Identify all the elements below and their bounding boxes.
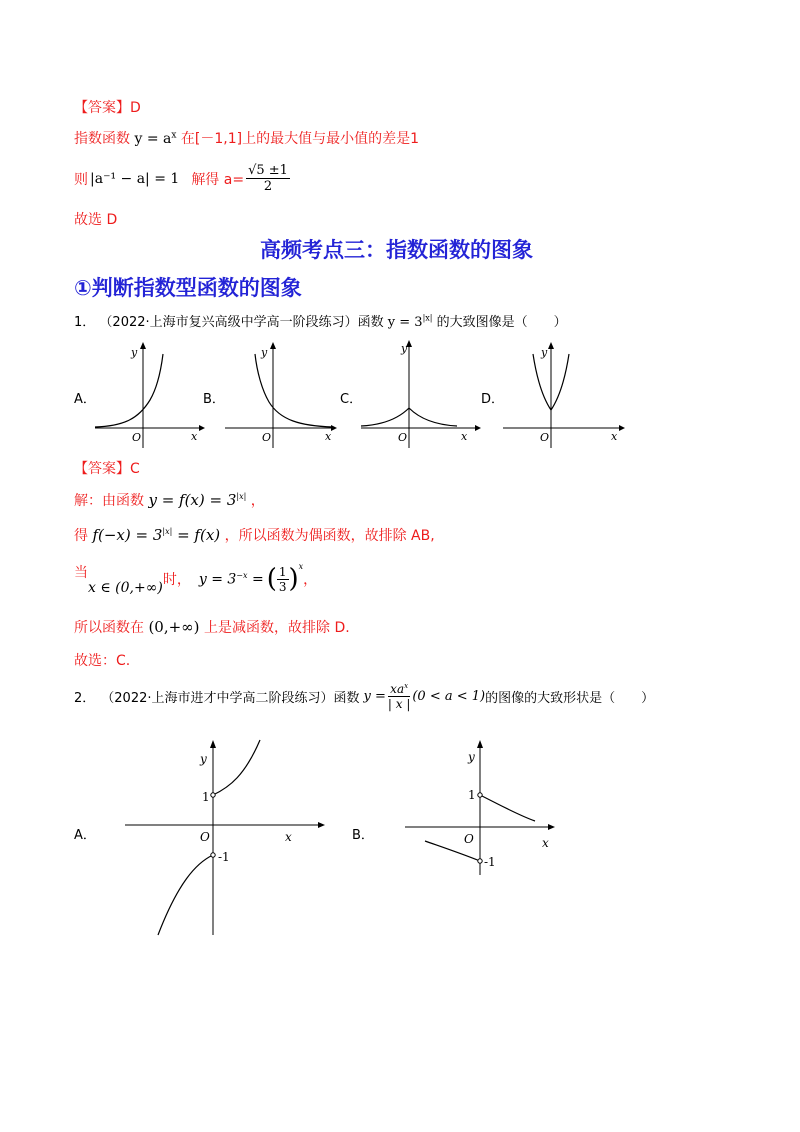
formula-base: y = f(x) = 3 <box>148 491 237 509</box>
prev-answer-line-2 <box>74 163 290 194</box>
tick-label-one: 1 <box>202 790 210 804</box>
fraction-denominator: | x | <box>387 697 411 711</box>
right-paren: ) <box>288 564 299 594</box>
fraction-numerator: √5 ±1 <box>248 163 288 178</box>
line-text: 上是减函数，故排除 D. <box>204 620 350 636</box>
question-number: 1． <box>74 315 96 330</box>
fraction-numerator <box>388 682 410 697</box>
line-text: 指数函数 <box>74 131 130 147</box>
conclusion: 故选 D <box>74 212 118 228</box>
line-text: ， <box>303 572 318 588</box>
prev-answer-line-1 <box>74 128 419 148</box>
conclusion: 故选：C. <box>74 653 131 669</box>
line-text: 当 <box>74 565 88 581</box>
option-b-label: B． <box>203 392 225 407</box>
question-source: （2022·上海市复兴高级中学高一阶段练习）函数 <box>99 315 384 330</box>
numerator-base: xa <box>390 682 405 696</box>
answer-tag: 【答案】D <box>74 100 141 116</box>
graph-option-d <box>503 340 625 448</box>
formula-base: y = a <box>134 131 172 147</box>
fraction <box>246 163 290 194</box>
tick-label-neg-one: -1 <box>218 850 230 864</box>
tick-label-neg-one: -1 <box>484 855 496 869</box>
y-axis-label: y <box>261 346 268 359</box>
line-text: ， <box>250 493 265 509</box>
question-tail: 的大致图像是（ ） <box>436 315 567 330</box>
x-axis-label: x <box>325 430 332 443</box>
formula-sup: |x| <box>236 492 247 501</box>
formula <box>199 571 264 588</box>
answer-tag: 【答案】C <box>74 461 140 477</box>
formula: (0,+∞) <box>148 618 200 636</box>
formula-sup: x <box>298 562 304 571</box>
solution-line-2 <box>74 525 435 545</box>
line-text: 则 <box>74 171 88 188</box>
formula-base: y = 3 <box>198 571 237 588</box>
formula-cond: (0 < a < 1) <box>412 689 486 704</box>
left-paren: ( <box>266 564 277 594</box>
option-d-label: D． <box>481 392 505 407</box>
formula-sup: −x <box>236 570 248 580</box>
subsection-title: ①判断指数型函数的图象 <box>74 276 302 300</box>
option-b-label: B． <box>352 828 374 843</box>
origin-label: O <box>262 431 272 444</box>
x-axis-label: x <box>191 430 198 443</box>
option-a-label: A． <box>74 828 96 843</box>
formula <box>92 526 220 544</box>
question-source: （2022·上海市进才中学高二阶段练习）函数 <box>101 691 360 706</box>
numerator-sup: x <box>404 682 409 690</box>
formula-base: f(−x) = 3 <box>92 526 163 544</box>
origin-label: O <box>464 832 474 846</box>
formula-sup: |x| <box>162 527 173 536</box>
y-axis-label: y <box>541 346 548 359</box>
formula-base: y = 3 <box>387 315 423 330</box>
formula-eq: = <box>251 571 264 588</box>
question-number: 2． <box>74 691 96 706</box>
formula-rest: = f(x) <box>177 526 221 544</box>
line-text: 时， <box>162 572 191 588</box>
origin-label: O <box>540 431 550 444</box>
option-a-label: A． <box>74 392 96 407</box>
formula: x ∈ (0,+∞) <box>88 580 163 596</box>
formula: |a⁻¹ − a| = 1 <box>90 170 180 187</box>
origin-label: O <box>132 431 142 444</box>
fraction <box>388 682 410 711</box>
fraction-denominator: 3 <box>278 579 287 594</box>
x-axis-label: x <box>542 836 549 850</box>
graph-option-a <box>95 340 205 448</box>
graph-q2-option-a <box>120 735 330 940</box>
formula-sup: x <box>171 130 177 141</box>
option-c-label: C． <box>340 392 363 407</box>
formula <box>148 491 246 509</box>
solution-line-3 <box>74 562 317 596</box>
question-tail: 的图像的大致形状是（ ） <box>485 691 655 706</box>
line-text: 在[－1,1]上的最大值与最小值的差是1 <box>180 131 419 147</box>
y-axis-label: y <box>131 346 138 359</box>
x-axis-label: x <box>461 430 468 443</box>
section-title: 高频考点三：指数函数的图象 <box>260 238 533 262</box>
solution-line-1 <box>74 490 265 510</box>
y-axis-label: y <box>200 752 207 766</box>
question-1 <box>74 311 567 330</box>
line-text: 解得 a= <box>191 171 245 188</box>
formula <box>388 315 433 330</box>
x-axis-label: x <box>285 830 292 844</box>
origin-label: O <box>398 431 408 444</box>
formula <box>134 131 176 147</box>
origin-label: O <box>200 830 210 844</box>
line-text: 所以函数在 <box>74 620 144 636</box>
line-text: 解：由函数 <box>74 493 144 509</box>
formula-lhs: y = <box>363 689 386 704</box>
graph-option-c <box>361 338 481 448</box>
formula-sup: |x| <box>422 313 433 323</box>
graph-option-b <box>225 340 337 448</box>
y-axis-label: y <box>468 750 475 764</box>
fraction <box>277 565 289 594</box>
tick-label-one: 1 <box>468 788 476 802</box>
fraction-numerator: 1 <box>278 564 287 579</box>
graph-q2-option-b <box>400 735 560 880</box>
fraction-denominator: 2 <box>263 179 273 194</box>
y-axis-label: y <box>401 342 408 355</box>
line-text: 得 <box>74 528 88 544</box>
x-axis-label: x <box>611 430 618 443</box>
question-2 <box>74 682 654 711</box>
solution-line-4 <box>74 617 350 637</box>
line-text: ，所以函数为偶函数，故排除 AB, <box>224 528 435 544</box>
